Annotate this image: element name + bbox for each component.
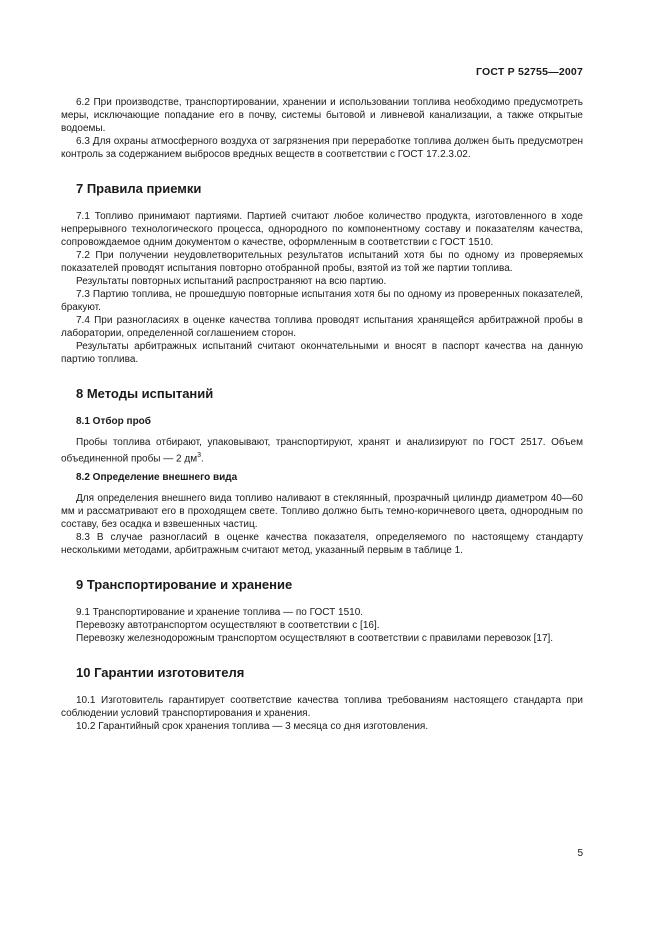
page-number: 5	[577, 848, 583, 859]
paragraph-8-2: Для определения внешнего вида топливо наливают в стеклянный, прозрачный цилиндр диаметром 40—60 мм и рассматривают его в проходящем свете. Топливо должно быть темно-коричневого цвета, однородным по составу, без осадка и взвешенных частиц.	[61, 493, 583, 531]
document-code-header: ГОСТ Р 52755—2007	[475, 66, 583, 78]
paragraph-7-4: 7.4 При разногласиях в оценке качества топлива проводят испытания хранящейся арбитражной пробы в лаборатории, определенной соглашением сторон.	[61, 315, 583, 339]
paragraph-9-1-auto: Перевозку автотранспортом осуществляют в соответствии с [16].	[76, 620, 380, 632]
paragraph-10-2: 10.2 Гарантийный срок хранения топлива — 3 месяца со дня изготовления.	[76, 721, 429, 733]
paragraph-7-4-results: Результаты арбитражных испытаний считают окончательными и вносят в паспорт качества на данную партию топлива.	[61, 341, 583, 365]
subsection-8-1-title: 8.1 Отбор проб	[76, 416, 151, 427]
section-10-title: 10 Гарантии изготовителя	[76, 665, 245, 681]
paragraph-7-1: 7.1 Топливо принимают партиями. Партией считают любое количество продукта, изготовленного в ходе непрерывного технологического процесса, однородного по компонентному составу и показателям качества, сопровождаемое одним документом о качестве, оформленным в соответствии с ГОСТ 1510.	[61, 211, 583, 248]
paragraph-6-2: 6.2 При производстве, транспортировании, хранении и использовании топлива необходимо предусмотреть меры, исключающие попадание его в почву, системы бытовой и ливневой канализации, а также открытые водоемы.	[61, 97, 583, 134]
section-8-title: 8 Методы испытаний	[76, 386, 214, 401]
document-body	[61, 96, 583, 733]
section-9-title: 9 Транспортирование и хранение	[76, 577, 293, 593]
paragraph-8-1	[61, 436, 583, 465]
section-7-title: 7 Правила приемки	[76, 181, 202, 196]
paragraph-8-1-text: Пробы топлива отбирают, упаковывают, транспортируют, хранят и анализируют по ГОСТ 2517. Объем объединенной пробы — 2 дм	[61, 437, 583, 465]
paragraph-7-2-results: Результаты повторных испытаний распространяют на всю партию.	[76, 276, 387, 287]
paragraph-7-2: 7.2 При получении неудовлетворительных результатов испытаний хотя бы по одному из проверяемых показателей проводят испытания повторно отобранной пробы, взятой из той же партии топлива.	[61, 250, 583, 274]
paragraph-6-3: 6.3 Для охраны атмосферного воздуха от загрязнения при переработке топлива должен быть предусмотрен контроль за содержанием выбросов вредных веществ в соответствии с ГОСТ 17.2.3.02.	[61, 136, 583, 160]
paragraph-9-1: 9.1 Транспортирование и хранение топлива — по ГОСТ 1510.	[76, 607, 364, 619]
paragraph-8-1-end: .	[201, 453, 204, 465]
paragraph-9-1-rail: Перевозку железнодорожным транспортом осуществляют в соответствии с правилами перевозок [17].	[76, 633, 554, 645]
paragraph-8-3: 8.3 В случае разногласий в оценке качества показателя, определяемого по настоящему стандарту несколькими методами, арбитражным считают метод, указанный первым в таблице 1.	[61, 532, 583, 557]
cubic-superscript: 3	[197, 452, 201, 459]
paragraph-7-3: 7.3 Партию топлива, не прошедшую повторные испытания хотя бы по одному из проверенных показателей, бракуют.	[61, 289, 583, 313]
subsection-8-2-title: 8.2 Определение внешнего вида	[76, 472, 238, 484]
paragraph-10-1: 10.1 Изготовитель гарантирует соответствие качества топлива требованиям настоящего стандарта при соблюдении условий транспортирования и хранения.	[61, 695, 583, 720]
